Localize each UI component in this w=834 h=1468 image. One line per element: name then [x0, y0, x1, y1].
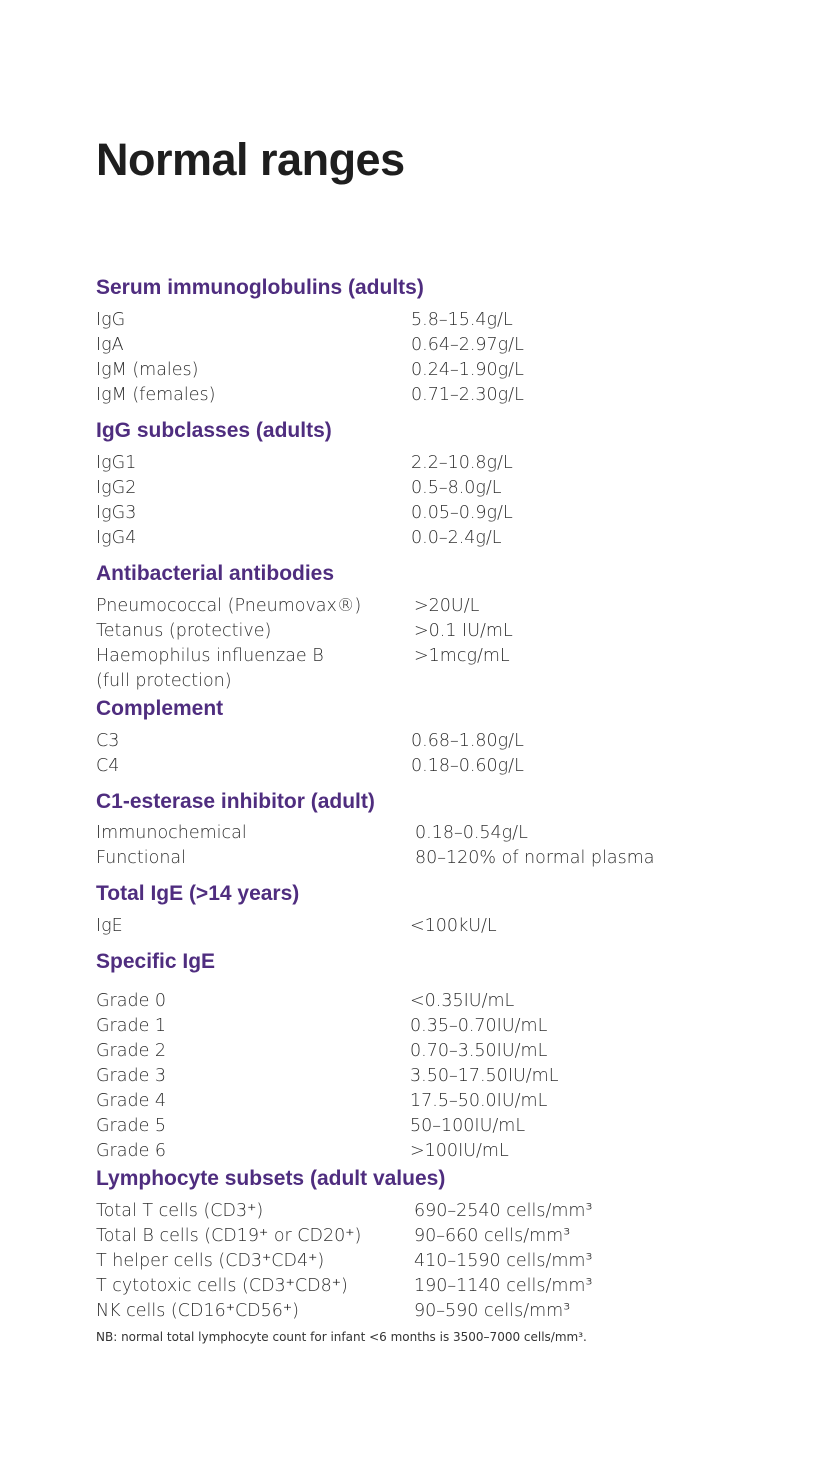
row-label: IgM (females)	[96, 385, 216, 405]
row-label: IgM (males)	[96, 360, 199, 380]
row-value: <100kU/L	[410, 916, 497, 936]
row-label: IgG	[96, 310, 126, 330]
row-value: 0.24–1.90g/L	[411, 360, 524, 380]
row-label: (full protection)	[96, 671, 232, 691]
row-label: C3	[96, 731, 120, 751]
row-value: 690–2540 cells/mm³	[414, 1201, 593, 1221]
section-heading-total-ige: Total IgE (>14 years)	[96, 882, 300, 905]
row-value: 0.0–2.4g/L	[411, 528, 502, 548]
row-value: 5.8–15.4g/L	[411, 310, 513, 330]
section-heading-serum-immunoglobulins: Serum immunoglobulins (adults)	[96, 276, 424, 299]
row-label: Total B cells (CD19⁺ or CD20⁺)	[96, 1226, 362, 1246]
row-value: 50–100IU/mL	[410, 1116, 526, 1136]
row-value: 80–120% of normal plasma	[415, 848, 655, 868]
row-label: IgG2	[96, 478, 137, 498]
row-value: >0.1 IU/mL	[414, 621, 513, 641]
row-label: IgG3	[96, 503, 137, 523]
footnote: NB: normal total lymphocyte count for infant <6 months is 3500–7000 cells/mm³.	[96, 1330, 587, 1344]
section-heading-complement: Complement	[96, 697, 224, 720]
row-label: Grade 5	[96, 1116, 167, 1136]
row-value: 0.64–2.97g/L	[411, 335, 524, 355]
section-heading-c1-esterase-inhibitor: C1-esterase inhibitor (adult)	[96, 790, 375, 813]
row-label: Grade 2	[96, 1041, 167, 1061]
row-value: 0.18–0.54g/L	[415, 823, 528, 843]
row-value: 90–660 cells/mm³	[414, 1226, 571, 1246]
row-label: Grade 0	[96, 991, 167, 1011]
row-label: Grade 1	[96, 1016, 167, 1036]
row-value: >100IU/mL	[410, 1141, 509, 1161]
page-title: Normal ranges	[96, 134, 405, 185]
section-heading-antibacterial-antibodies: Antibacterial antibodies	[96, 562, 335, 585]
row-label: Immunochemical	[96, 823, 247, 843]
row-value: 0.5–8.0g/L	[411, 478, 502, 498]
row-label: C4	[96, 756, 120, 776]
row-value: 3.50–17.50IU/mL	[410, 1066, 559, 1086]
row-value: >20U/L	[414, 596, 480, 616]
section-heading-igg-subclasses: IgG subclasses (adults)	[96, 419, 332, 442]
row-label: Total T cells (CD3⁺)	[96, 1201, 264, 1221]
row-label: Pneumococcal (Pneumovax®)	[96, 596, 362, 616]
row-value: 0.18–0.60g/L	[411, 756, 524, 776]
row-label: Grade 6	[96, 1141, 167, 1161]
row-label: Tetanus (protective)	[96, 621, 272, 641]
row-value: 17.5–50.0IU/mL	[410, 1091, 548, 1111]
row-label: Haemophilus influenzae B	[96, 646, 324, 666]
row-label: Grade 4	[96, 1091, 167, 1111]
row-label: IgE	[96, 916, 123, 936]
row-value: 190–1140 cells/mm³	[414, 1276, 593, 1296]
row-value: 410–1590 cells/mm³	[414, 1251, 593, 1271]
row-label: Functional	[96, 848, 187, 868]
row-label: T helper cells (CD3⁺CD4⁺)	[96, 1251, 325, 1271]
row-value: 0.70–3.50IU/mL	[410, 1041, 548, 1061]
row-label: T cytotoxic cells (CD3⁺CD8⁺)	[96, 1276, 348, 1296]
row-value: 0.35–0.70IU/mL	[410, 1016, 548, 1036]
row-label: IgA	[96, 335, 124, 355]
row-label: Grade 3	[96, 1066, 167, 1086]
row-value: 0.05–0.9g/L	[411, 503, 513, 523]
row-value: 0.68–1.80g/L	[411, 731, 524, 751]
section-heading-specific-ige: Specific IgE	[96, 950, 216, 973]
row-value: 90–590 cells/mm³	[414, 1301, 571, 1321]
row-label: IgG4	[96, 528, 137, 548]
row-value: >1mcg/mL	[414, 646, 510, 666]
row-value: 2.2–10.8g/L	[411, 453, 513, 473]
row-value: <0.35IU/mL	[410, 991, 515, 1011]
row-value: 0.71–2.30g/L	[411, 385, 524, 405]
row-label: IgG1	[96, 453, 137, 473]
row-label: NK cells (CD16⁺CD56⁺)	[96, 1301, 299, 1321]
section-heading-lymphocyte-subsets: Lymphocyte subsets (adult values)	[96, 1167, 446, 1190]
